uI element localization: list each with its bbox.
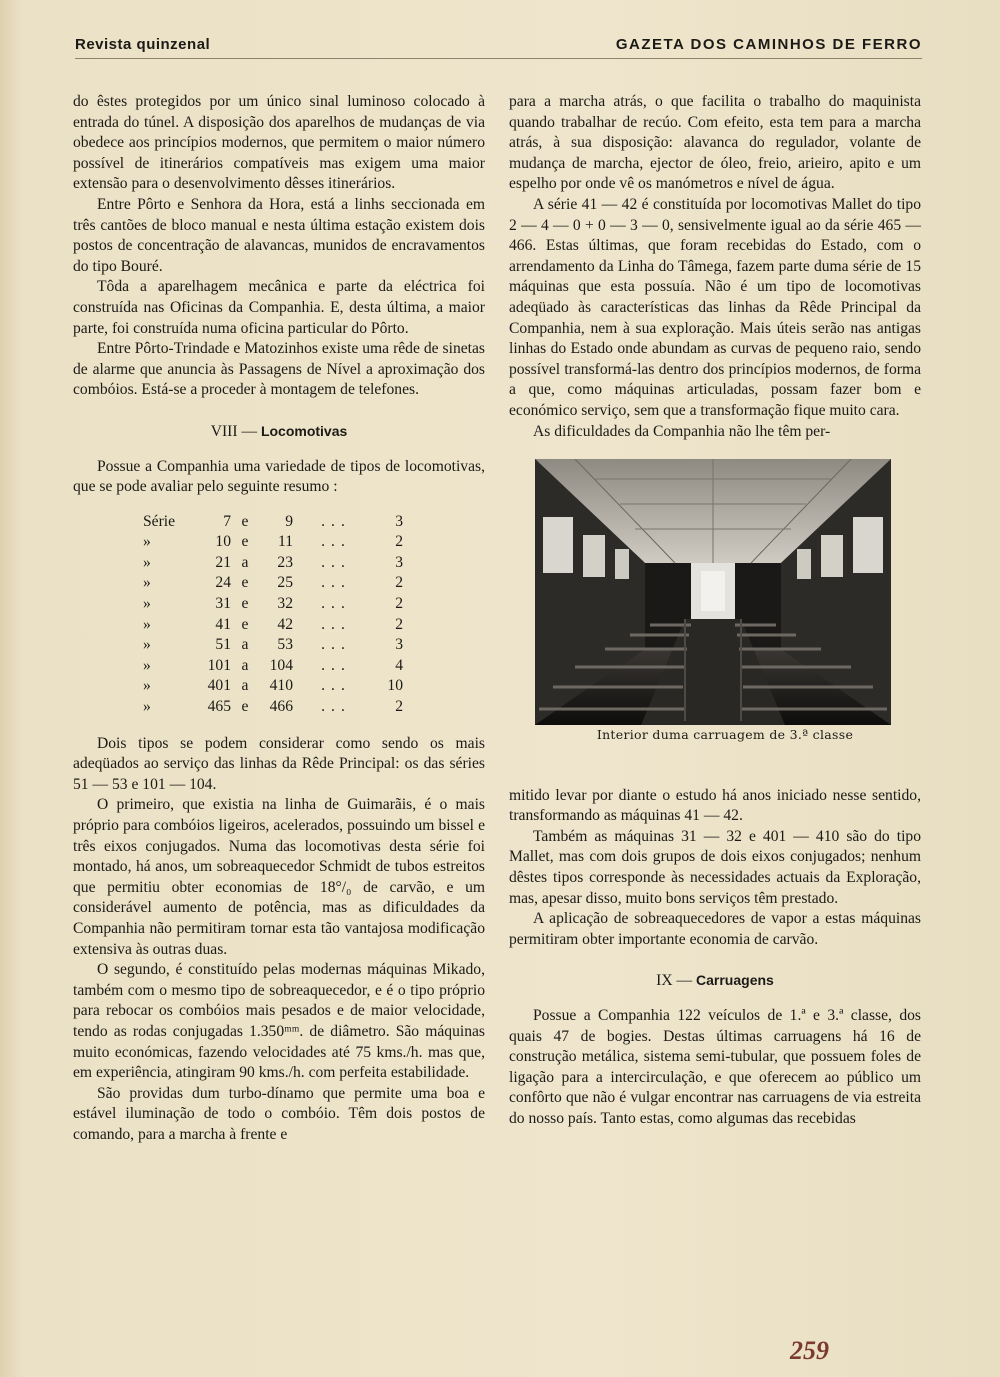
series-to: 410 bbox=[269, 677, 293, 695]
series-count: 10 bbox=[387, 677, 403, 695]
section-heading-carruagens bbox=[509, 970, 921, 992]
paragraph: Possue a Companhia uma variedade de tipos de locomotivas, que se pode avaliar pelo seguinte resumo : bbox=[73, 457, 485, 496]
leader-dots: ... bbox=[321, 698, 351, 716]
series-connector: e bbox=[241, 595, 249, 613]
table-row bbox=[143, 635, 403, 656]
series-from: 21 bbox=[215, 553, 231, 571]
series-connector: a bbox=[241, 677, 249, 695]
running-head-left: Revista quinzenal bbox=[75, 36, 211, 53]
series-from: 101 bbox=[207, 656, 231, 674]
leader-dots: ... bbox=[321, 636, 351, 654]
series-label: » bbox=[143, 574, 151, 592]
table-row bbox=[143, 512, 403, 533]
series-count: 2 bbox=[395, 574, 403, 592]
series-from: 7 bbox=[223, 512, 231, 530]
right-column bbox=[509, 92, 921, 1130]
carriage-interior-photo bbox=[535, 459, 891, 725]
series-from: 10 bbox=[215, 533, 231, 551]
series-to: 11 bbox=[277, 533, 293, 551]
series-connector: a bbox=[241, 656, 249, 674]
series-count: 2 bbox=[395, 533, 403, 551]
paragraph: mitido levar por diante o estudo há anos iniciado nesse sentido, transformando as máquinas 41 — 42. bbox=[509, 786, 921, 825]
paragraph: São providas dum turbo-dínamo que permite uma boa e estável iluminação de todo o combóio. Têm dois postos de comando, para a marcha à frente e bbox=[73, 1084, 485, 1143]
paragraph: Tôda a aparelhagem mecânica e parte da eléctrica foi construída nas Oficinas da Companhia. E, desta última, a maior parte, foi construída numa oficina particular do Pôrto. bbox=[73, 278, 485, 337]
paragraph: O segundo, é constituído pelas modernas máquinas Mikado, também com o mesmo tipo de sobreaquecedor, e é o tipo próprio para rebocar os combóios mais pesados e de maior velocidade, tendo as rodas conjugadas 1.350ᵐᵐ. de diâmetro. São máquinas muito económicas, fazendo velocidades até 75 kms./h. mas que, em experiência, atingiram 90 kms./h. com perfeita estabilidade. bbox=[73, 961, 485, 1082]
paragraph: A série 41 — 42 é constituída por locomotivas Mallet do tipo 2 — 4 — 0 + 0 — 3 — 0, sensivelmente igual ao da série 465 — 466. Estas últimas, que foram recebidas do Estado, com o arrendamento da Linha do Tâmega, fazem parte duma série de 15 máquinas que esta possuía. Não é um tipo de locomotivas adeqüado às características das linhas da Rêde Principal da Companhia, nem à sua exploração. Mais úteis serão nas antigas linhas do Estado onde abundam as curvas de pequeno raio, sendo possível transformá-las dentro dos princípios modernos, de forma a que, como máquinas articuladas, possam fazer bom e económico serviço, sem que a transformação fique muito cara. bbox=[509, 195, 921, 419]
series-connector: e bbox=[241, 698, 249, 716]
series-to: 42 bbox=[277, 615, 293, 633]
series-label: » bbox=[143, 698, 151, 716]
paragraph: Entre Pôrto e Senhora da Hora, está a linhs seccionada em três cantões de bloco manual e nesta última estação existem dois postos de concentração de alavancas, munidos de encravamentos do tipo Bouré. bbox=[73, 195, 485, 275]
series-count: 4 bbox=[395, 656, 403, 674]
series-connector: e bbox=[241, 615, 249, 633]
table-row bbox=[143, 656, 403, 677]
series-connector: a bbox=[241, 553, 249, 571]
series-from: 41 bbox=[215, 615, 231, 633]
series-label: » bbox=[143, 595, 151, 613]
series-connector: a bbox=[241, 636, 249, 654]
left-column bbox=[73, 92, 485, 1146]
series-label: Série bbox=[143, 512, 176, 530]
series-count: 2 bbox=[395, 615, 403, 633]
locomotive-series-table bbox=[143, 512, 403, 718]
series-from: 401 bbox=[207, 677, 231, 695]
series-to: 466 bbox=[269, 698, 293, 716]
series-from: 31 bbox=[215, 595, 231, 613]
running-head bbox=[75, 36, 922, 59]
series-count: 3 bbox=[395, 553, 403, 571]
leader-dots: ... bbox=[321, 512, 351, 530]
table-row bbox=[143, 615, 403, 636]
series-to: 23 bbox=[277, 553, 293, 571]
series-from: 24 bbox=[215, 574, 231, 592]
series-connector: e bbox=[241, 512, 249, 530]
paragraph: Também as máquinas 31 — 32 e 401 — 410 são do tipo Mallet, mas com dois grupos de dois eixos conjugados; nenhum dêstes tipos corresponde às necessidades actuais da Exploração, mas, apesar disso, muito bons serviços têm prestado. bbox=[509, 827, 921, 907]
section-title: Locomotivas bbox=[260, 422, 348, 439]
series-label: » bbox=[143, 533, 151, 551]
table-row bbox=[143, 532, 403, 553]
series-connector: e bbox=[241, 533, 249, 551]
series-to: 9 bbox=[285, 512, 293, 530]
table-row bbox=[143, 676, 403, 697]
leader-dots: ... bbox=[321, 656, 351, 674]
running-head-right: GAZETA DOS CAMINHOS DE FERRO bbox=[615, 36, 922, 53]
series-label: » bbox=[143, 677, 151, 695]
figure-carriage-interior bbox=[535, 459, 891, 746]
table-row bbox=[143, 553, 403, 574]
series-count: 3 bbox=[395, 636, 403, 654]
series-count: 2 bbox=[395, 595, 403, 613]
page-number: 259 bbox=[790, 1336, 829, 1365]
leader-dots: ... bbox=[321, 595, 351, 613]
series-label: » bbox=[143, 553, 151, 571]
paragraph: O primeiro, que existia na linha de Guimarãis, é o mais próprio para combóios ligeiros, acelerados, possuindo um bissel e três eixos conjugados. Numa das locomotivas desta série foi montado, há anos, um sobreaquecedor Schmidt de tubos estreitos que permitiu obter economias de 18°/₀ de carvão, e um considerável aumento de potência, mas as dificuldades da Companhia não permitiram tornar esta tão vantajosa modificação extensiva às outras duas. bbox=[73, 796, 485, 958]
paragraph: Dois tipos se podem considerar como sendo os mais adeqüados ao serviço das linhas da Rêde Principal: os das séries 51 — 53 e 101 — 104. bbox=[73, 734, 485, 793]
series-to: 104 bbox=[269, 656, 293, 674]
series-label: » bbox=[143, 656, 151, 674]
series-from: 51 bbox=[215, 636, 231, 654]
paragraph: As dificuldades da Companhia não lhe têm per- bbox=[533, 422, 831, 440]
series-to: 53 bbox=[277, 636, 293, 654]
figure-caption: Interior duma carruagem de 3.ª classe bbox=[596, 727, 854, 743]
paragraph: do êstes protegidos por um único sinal luminoso colocado à entrada do túnel. A disposição dos aparelhos de mudanças de via obedece aos princípios modernos, que permitem o maior número possível de itinerários compatíveis mas exigem uma maior extensão para o desenvolvimento dêsses itinerários. bbox=[73, 93, 485, 193]
series-count: 3 bbox=[395, 512, 403, 530]
table-row bbox=[143, 573, 403, 594]
table-row bbox=[143, 594, 403, 615]
paragraph: Entre Pôrto-Trindade e Matozinhos existe uma rêde de sinetas de alarme que anuncia às Passagens de Nível a aproximação dos combóios. Está-se a proceder à montagem de telefones. bbox=[73, 340, 485, 399]
section-title: Carruagens bbox=[696, 972, 774, 989]
series-from: 465 bbox=[207, 698, 231, 716]
leader-dots: ... bbox=[321, 553, 351, 571]
section-number: IX — bbox=[656, 972, 697, 990]
series-to: 25 bbox=[277, 574, 293, 592]
series-to: 32 bbox=[277, 595, 293, 613]
paragraph: Possue a Companhia 122 veículos de 1.ª e 3.ª classe, dos quais 47 de bogies. Destas últimas carruagens há 16 de construção metálica, sistema semi-tubular, que possuem foles de ligação para a intercirculação, e que oferecem ao público um confôrto que não é vulgar encontrar nas carruagens de via estreita do nosso país. Tanto estas, como algumas das recebidas bbox=[509, 1007, 921, 1127]
leader-dots: ... bbox=[321, 533, 351, 551]
series-label: » bbox=[143, 615, 151, 633]
paragraph: para a marcha atrás, o que facilita o trabalho do maquinista quando trabalhar de recúo. Com efeito, esta tem para a marcha atrás, à sua disposição: alavanca do regulador, volante de mudança de marcha, ejector de óleo, freio, arieiro, apito e um espelho por onde vê os manómetros e nível de água. bbox=[509, 93, 921, 193]
table-row bbox=[143, 697, 403, 718]
leader-dots: ... bbox=[321, 615, 351, 633]
paragraph: A aplicação de sobreaquecedores de vapor a estas máquinas permitiram obter importante economia de carvão. bbox=[509, 910, 921, 948]
series-label: » bbox=[143, 636, 151, 654]
section-number: VIII — bbox=[210, 422, 261, 440]
leader-dots: ... bbox=[321, 677, 351, 695]
series-count: 2 bbox=[395, 698, 403, 716]
section-heading-locomotivas bbox=[73, 421, 485, 443]
carriage-interior-illustration bbox=[535, 459, 891, 725]
leader-dots: ... bbox=[321, 574, 351, 592]
series-connector: e bbox=[241, 574, 249, 592]
